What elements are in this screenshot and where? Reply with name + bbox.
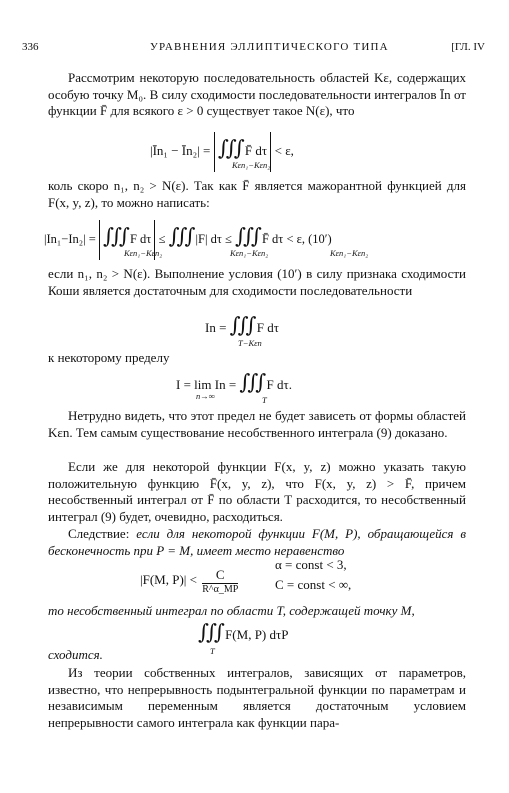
paragraph-5: Нетрудно видеть, что этот предел не будет зависеть от формы областей Kεn. Тем самым существование несобственного интеграла (9) доказано. <box>48 408 466 440</box>
eq3-domain: T−Kεn <box>238 338 262 348</box>
eq2-term1: F dτ <box>129 231 152 246</box>
eq2-term4: F̄ dτ < ε, (10′) <box>261 231 332 246</box>
eq5-condition-2: C = const < ∞, <box>275 577 352 592</box>
paragraph-3: если n₁, n₂ > N(ε). Выполнение условия (10′) в силу признака сходимости Коши является достаточным для сходимости последовательности <box>48 266 466 298</box>
triple-integral-sign: ∫∫∫ <box>168 223 193 248</box>
paragraph-7: то несобственный интеграл по области T, содержащей точку M, <box>48 603 415 618</box>
fraction-numerator: C <box>202 567 238 584</box>
abs-bar <box>99 220 100 260</box>
equation-2 <box>44 220 332 260</box>
eq5-condition-1: α = const < 3, <box>275 557 347 572</box>
eq3-rhs: F dτ <box>256 320 279 335</box>
paragraph-4: к некоторому пределу <box>48 350 170 365</box>
paragraph-1: Рассмотрим некоторую последовательность областей Kε, содержащих особую точку M₀. В силу сходимости последовательности интегралов Īn от функции F̄ для всякого ε > 0 существует такое N(ε), что <box>48 70 466 119</box>
eq2-domain-3: Kεn₁−Kεn₂ <box>330 248 369 258</box>
eq2-domain-2: Kεn₁−Kεn₂ <box>230 248 269 258</box>
eq1-lhs: |Īn₁ − Īn₂| = <box>150 142 211 158</box>
eq1-rhs: < ε, <box>274 142 294 158</box>
corollary-text: если для некоторой функции F(M, P), обращающейся в бесконечность при P = M, имеет место неравенство <box>48 526 466 558</box>
abs-bar <box>214 132 215 172</box>
paragraph-8: сходится. <box>48 647 103 662</box>
corollary-label: Следствие: <box>68 526 130 541</box>
eq2-lhs: |In₁−In₂| = <box>44 231 96 246</box>
corollary <box>48 526 466 559</box>
eq2-domain-1: Kεn₁−Kεn₂ <box>124 248 163 258</box>
eq6-domain: T <box>210 646 215 656</box>
eq4-rhs: F dτ. <box>266 377 292 392</box>
equation-6 <box>198 620 288 644</box>
eq3-lhs: In = <box>205 320 227 335</box>
equation-3 <box>205 313 279 337</box>
eq6-integrand: F(M, P) dτP <box>225 627 289 642</box>
eq4-domain: T <box>262 395 267 405</box>
triple-integral-sign: ∫∫∫ <box>103 223 127 248</box>
fraction <box>202 567 238 595</box>
eq4-limit-sub: n→∞ <box>196 391 215 401</box>
equation-1 <box>150 132 294 172</box>
triple-integral-sign: ∫∫∫ <box>239 370 264 394</box>
eq1-domain: Kεn₁−Kεn₂ <box>232 160 271 170</box>
paragraph-9: Из теории собственных интегралов, зависящих от параметров, известно, что непрерывность подынтегральной функции по параметрам и независимым переменным является достаточным условием непрерывности самого интеграла как функции пара- <box>48 665 466 730</box>
paragraph-6: Если же для некоторой функции F(x, y, z) можно указать такую положительную функцию F̄(x, y, z), что F(x, y, z) > F̄, причем несобственный интеграл от F̄ по области T расходится, то несобственный интеграл (9) будет, очевидно, расходиться. <box>48 459 466 524</box>
paragraph-2: коль скоро n₁, n₂ > N(ε). Так как F̄ является мажорантной функцией для F(x, y, z), то можно написать: <box>48 178 466 210</box>
equation-4 <box>176 370 292 394</box>
running-header <box>22 41 485 57</box>
eq1-integrand: F̄ dτ <box>244 142 268 158</box>
triple-integral-sign: ∫∫∫ <box>235 223 259 248</box>
eq2-term3: |F| dτ ≤ <box>195 231 232 246</box>
abs-bar <box>270 132 271 172</box>
fraction-denominator: R^α_MP <box>202 584 239 595</box>
eq2-leq: ≤ <box>158 231 166 246</box>
page-number: 336 <box>22 41 39 53</box>
running-title: УРАВНЕНИЯ ЭЛЛИПТИЧЕСКОГО ТИПА <box>150 41 389 53</box>
triple-integral-sign: ∫∫∫ <box>198 620 222 644</box>
eq5-lhs: |F(M, P)| < <box>140 571 197 587</box>
triple-integral-sign: ∫∫∫ <box>229 313 254 337</box>
triple-integral-sign: ∫∫∫ <box>217 135 242 160</box>
chapter-label: [ГЛ. IV <box>451 41 485 53</box>
eq4-lhs: I = lim In = <box>176 377 237 392</box>
equation-5 <box>140 567 240 595</box>
